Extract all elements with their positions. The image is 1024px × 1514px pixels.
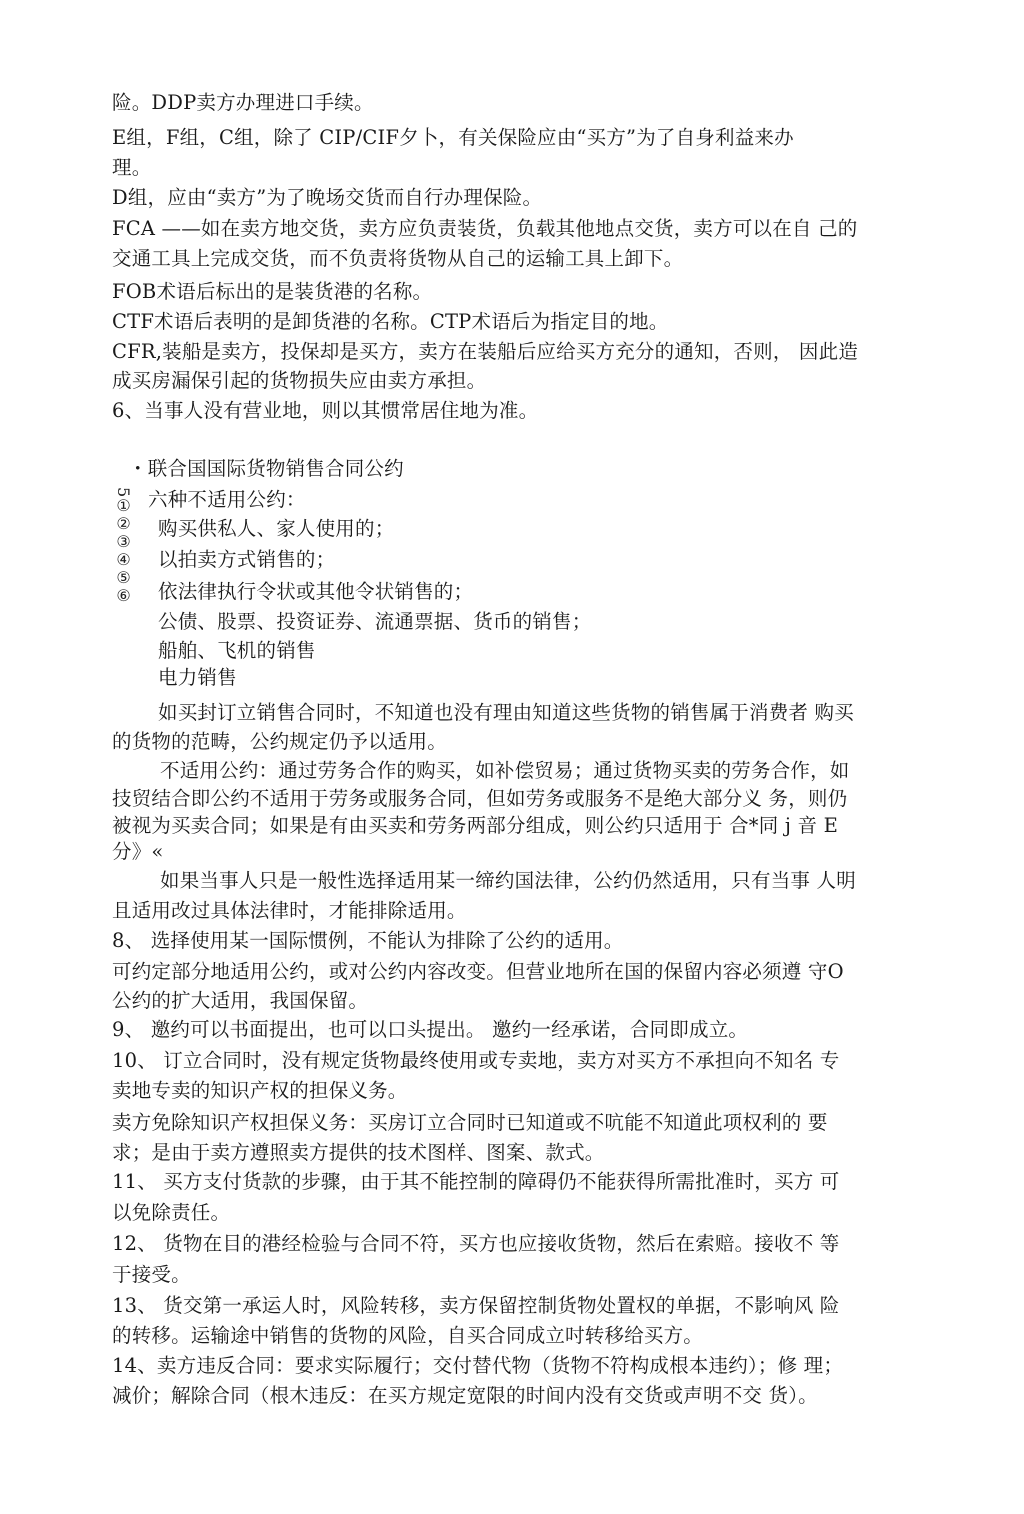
section-heading: ・联合国国际货物销售合同公约 [128, 457, 404, 480]
text-line: 10、 订立合同时，没有规定货物最终使用或专卖地，卖方对买方不承担向不知名 专 [112, 1049, 840, 1072]
text-line: 如果当事人只是一般性选择适用某一缔约国法律，公约仍然适用，只有当事 人明 [160, 869, 856, 892]
text-line: 8、 选择使用某一国际惯例，不能认为排除了公约的适用。 [112, 929, 624, 952]
text-line: 交通工具上完成交货，而不负责将货物从自己的运输工具上卸下。 [112, 247, 684, 270]
list-item: 电力销售 [158, 666, 237, 689]
text-line: D组，应由“卖方”为了晚场交货而自行办理保险。 [112, 186, 543, 209]
text-line: FCA ——如在卖方地交货，卖方应负责装货，负载其他地点交货，卖方可以在自 己的 [112, 217, 858, 240]
list-item: 以拍卖方式销售的； [158, 548, 336, 571]
list-item: 船舶、飞机的销售 [158, 639, 316, 662]
text-line: 不适用公约：通过劳务合作的购买，如补偿贸易；通过货物买卖的劳务合作，如 [160, 759, 850, 782]
text-line: 的货物的范畴，公约规定仍予以适用。 [112, 730, 447, 753]
text-line: 分》« [112, 840, 164, 863]
text-line: 减价；解除合同（根木违反：在买方规定宽限的时间内没有交货或声明不交 货）。 [112, 1384, 818, 1407]
list-item: 依法律执行令状或其他令状销售的； [158, 580, 474, 603]
text-line: 险。DDP卖方办理进口手续。 [112, 91, 374, 114]
text-line: 求；是由于卖方遵照卖方提供的技术图样、图案、款式。 [112, 1141, 605, 1164]
text-line: 13、 货交第一承运人时，风险转移，卖方保留控制货物处置权的单据，不影响风 险 [112, 1294, 840, 1317]
text-line: 卖地专卖的知识产权的担保义务。 [112, 1079, 408, 1102]
text-line: 12、 货物在目的港经检验与合同不符，买方也应接收货物，然后在索赔。接收不 等 [112, 1232, 840, 1255]
text-line: 以免除责任。 [112, 1201, 231, 1224]
list-intro: 六种不适用公约： [148, 488, 306, 511]
text-line: E组，F组，C组，除了 CIP/CIF夕卜，有关保险应由“买方”为了自身利益来办 [112, 126, 794, 149]
text-line: 公约的扩大适用，我国保留。 [112, 989, 369, 1012]
text-line: 14、卖方违反合同：要求实际履行；交付替代物（货物不符构成根本违约）；修 理； [112, 1354, 844, 1377]
text-line: 成买房漏保引起的货物损失应由卖方承担。 [112, 369, 487, 392]
text-line: 如买封订立销售合同时，不知道也没有理由知道这些货物的销售属于消费者 购买 [158, 701, 854, 724]
text-line: 被视为买卖合同；如果是有由买卖和劳务两部分组成，则公约只适用于 合*同 j 音 E [112, 814, 839, 837]
list-item: 公债、股票、投资证券、流通票据、货币的销售； [158, 610, 592, 633]
text-line: 技贸结合即公约不适用于劳务或服务合同，但如劳务或服务不是绝大部分义 务，则仍 [112, 787, 848, 810]
text-line: 6、当事人没有营业地，则以其惯常居住地为准。 [112, 399, 539, 422]
text-line: 于接受。 [112, 1263, 191, 1286]
text-line: CTF术语后表明的是卸货港的名称。CTP术语后为指定目的地。 [112, 310, 669, 333]
text-line: 且适用改过具体法律时，才能排除适用。 [112, 899, 467, 922]
list-item: 购买供私人、家人使用的； [158, 517, 395, 540]
text-line: FOB术语后标出的是装货港的名称。 [112, 280, 433, 303]
text-line: 11、 买方支付货款的步骤，由于其不能控制的障碍仍不能获得所需批准时，买方 可 [112, 1170, 840, 1193]
text-line: 卖方免除知识产权担保义务：买房订立合同时已知道或不吭能不知道此项权利的 要 [112, 1111, 828, 1134]
text-line: 理。 [112, 156, 152, 179]
text-line: 9、 邀约可以书面提出，也可以口头提出。 邀约一经承诺，合同即成立。 [112, 1018, 749, 1041]
text-line: 的转移。运输途中销售的货物的风险，自买合同成立吋转移给买方。 [112, 1324, 704, 1347]
text-line: 可约定部分地适用公约，或对公约内容改变。但营业地所在国的保留内容必须遵 守O [112, 960, 844, 983]
circled-number-markers: 5①②③④⑤⑥ [114, 487, 133, 605]
text-line: CFR,装船是卖方，投保却是买方，卖方在装船后应给买方充分的通知，否则， 因此造 [112, 340, 859, 363]
